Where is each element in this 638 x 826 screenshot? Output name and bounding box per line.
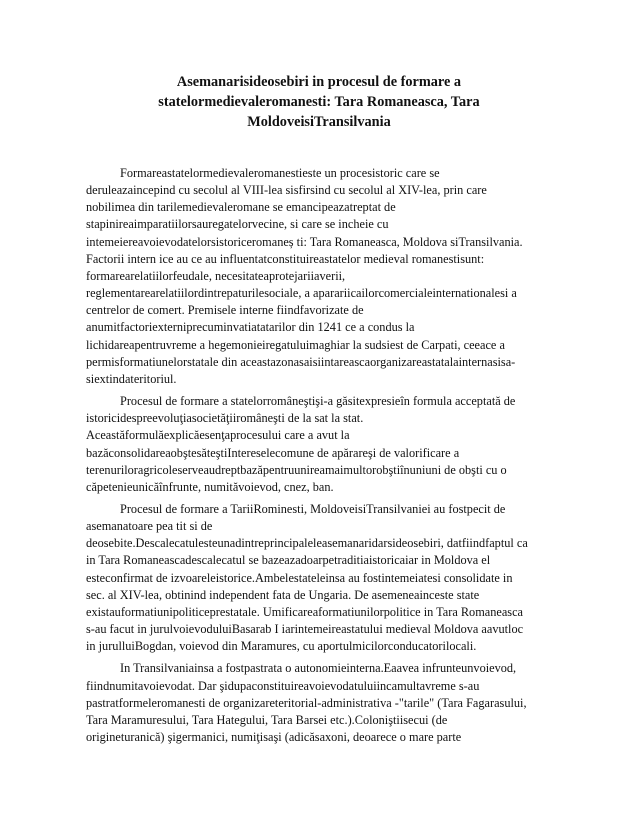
text-line: origineturanică) şigermanici, numiţisaşi (adicăsaxoni, deoarece o mare parte — [86, 730, 462, 744]
text-line: deosebite.Descalecatulesteunadintreprincipaleleasemanaridarsideosebiri, datfiindfaptul ca — [86, 536, 528, 551]
title-line: MoldoveisiTransilvania — [247, 114, 391, 130]
text-line: lichidareapentruvreme a hegemonieiregatuluimaghiar la sudsiest de Carpati, ceeace a — [86, 337, 505, 352]
text-line: Aceastăformulăexplicăesenţaprocesului care a avut la — [86, 428, 350, 443]
text-line: pastratformeleromanesti de organizareteritorial-administrativa -"tarile" (Tara Fagarasului, — [86, 695, 527, 710]
paragraph — [86, 165, 552, 388]
text-line: bazăconsolidareaobştesăteştiIntereselecomune de apărareşi de valorificare a — [86, 445, 460, 460]
text-line: existauformatiunipoliticeprestatale. Umificareaformatiunilorpolitice in Tara Romaneasca — [86, 604, 523, 619]
text-line: intemeiereavoievodatelorsistoriceromaneș ti: Tara Romaneasca, Moldova siTransilvania. — [86, 234, 523, 249]
title-line: statelormedievaleromanesti: Tara Romaneasca, Tara — [158, 94, 480, 110]
text-line: Tara Maramuresului, Tara Hategului, Tara Barsei etc.).Coloniştiisecui (de — [86, 712, 448, 727]
text-line: in jurulluiBogdan, voievod din Maramures, cu aportulmicilorconducatorilocali. — [86, 639, 477, 654]
text-line: anumitfactoriexterniprecuminvatiatatarilor din 1241 ce a condus la — [86, 320, 415, 335]
text-line: deruleazaincepind cu secolul al VIII-lea sisfirsind cu secolul al XIV-lea, prin care — [86, 183, 487, 198]
text-line: siextindateritoriul. — [86, 371, 177, 386]
text-line: sec. al XIV-lea, obtinind independent fata de Ungaria. De asemeneainceste state — [86, 587, 480, 602]
page-title — [86, 72, 552, 132]
title-line: Asemanarisideosebiri in procesul de formare a — [176, 74, 462, 90]
document-body — [86, 165, 552, 746]
text-line: in Tara Romaneascadescalecatul se bazeazadoarpetraditiaistoricaiar in Moldova el — [86, 553, 491, 568]
text-line: Factorii intern ice au ce au influentatconstituireastatelor medieval romanestisunt: — [86, 251, 485, 266]
text-line: stapinireaimparatiilorsauregatelorvecine, si care se incheie cu — [86, 217, 389, 232]
text-line: nobilimea din tarilemedievaleromane se emancipeazatreptat de — [86, 200, 396, 215]
text-line: căpetenieunicăînfrunte, numităvoievod, cnez, ban. — [86, 479, 334, 494]
paragraph — [86, 660, 552, 746]
text-line: Formareastatelormedievaleromanestieste un procesistoric care se — [120, 166, 440, 180]
text-line: Procesul de formare a TariiRominesti, MoldoveisiTransilvaniei au fostpecit de — [120, 501, 506, 516]
text-line: asemanatoare pea tit si de — [86, 519, 213, 534]
text-line: istoricidespreevoluţiasocietăţiiromâneşti de la sat la stat. — [86, 411, 364, 426]
text-line: terenuriloragricoleserveaudreptbazăpentruunireamaimultorobştiînuniuni de obşti cu o — [86, 462, 507, 477]
text-line: reglementarearelatiilordintrepaturilesociale, a aparariicailorcomercialeinternationalesi a — [86, 286, 517, 301]
text-line: formarearelatiilorfeudale, necesitateaprotejariiaverii, — [86, 268, 346, 283]
paragraph — [86, 501, 552, 655]
text-line: s-au facut in jurulvoievoduluiBasarab I iarintemeireastatului medieval Moldova aavutloc — [86, 622, 524, 637]
text-line: esteconfirmat de izvoareleistorice.Ambelestateleinsa au fostintemeiatesi consolidate in — [86, 570, 513, 585]
text-line: Procesul de formare a statelorromâneştişi-a găsitexpresieîn formula acceptată de — [120, 394, 516, 409]
paragraph — [86, 393, 552, 496]
text-line: centrelor de comert. Premisele interne fiindfavorizate de — [86, 303, 364, 318]
text-line: permisformatiunelorstatale din aceastazonasaisiintareascaorganizareastatalainternasisa- — [86, 354, 516, 369]
text-line: In Transilvaniainsa a fostpastrata o autonomieinterna.Eaavea infrunteunvoievod, — [120, 661, 517, 676]
text-line: fiindnumitavoievodat. Dar şidupaconstituireavoievodatuluiincamultavreme s-au — [86, 678, 480, 693]
